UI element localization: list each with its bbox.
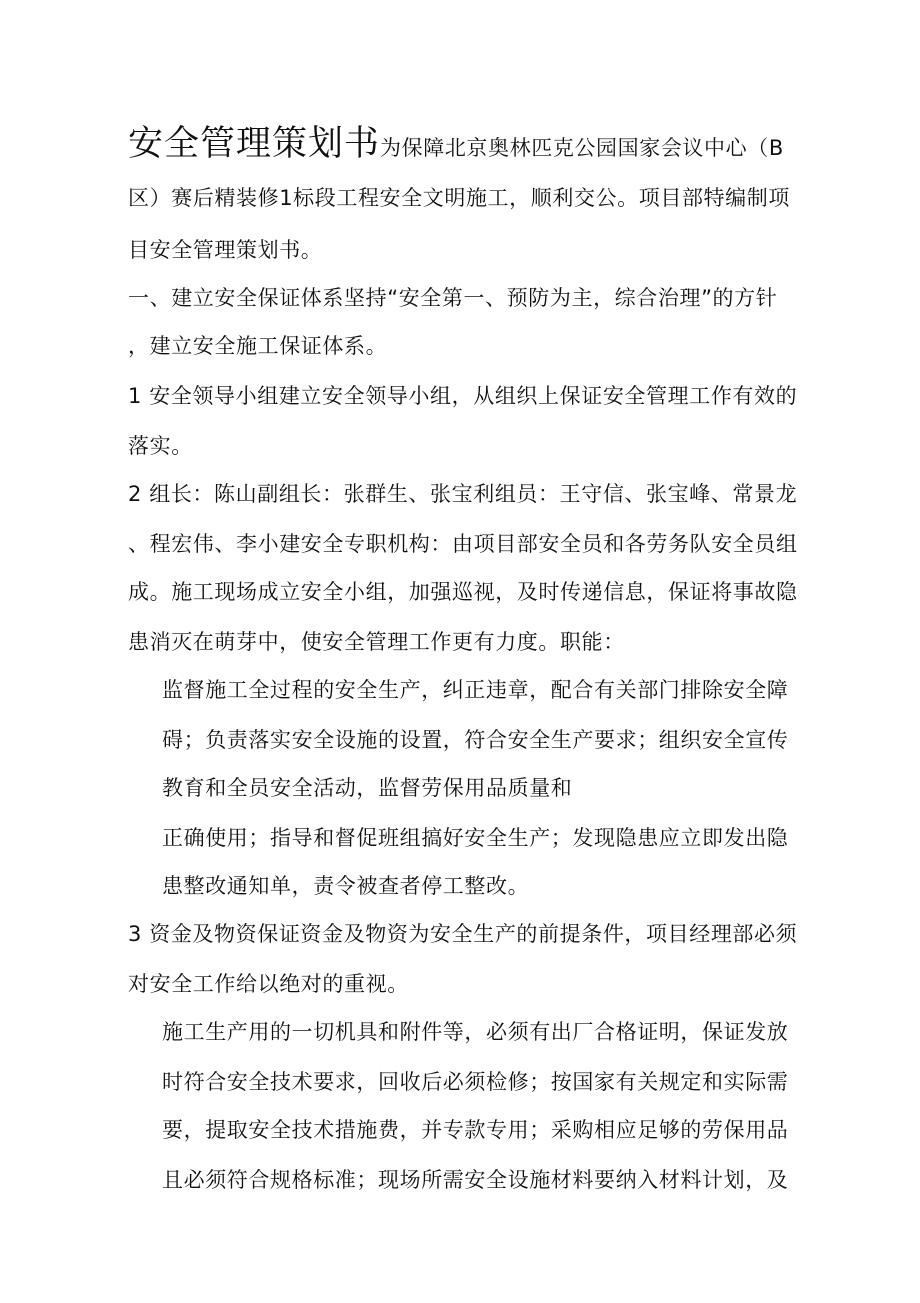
indented-line: 正确使用；指导和督促班组搞好安全生产；发现隐患应立即发出隐 [162,826,789,850]
document-title: 安全管理策划书 [128,124,381,164]
indented-line: 施工生产用的一切机具和附件等，必须有出厂合格证明，保证发放 [162,1020,789,1044]
subsection-heading: 2 组长：陈山副组长：张群生、张宝利组员：王守信、张宝峰、常景龙 [128,482,798,506]
paragraph-line: 、程宏伟、李小建安全专职机构：由项目部安全员和各劳务队安全员组 [128,532,798,556]
indented-line: 要，提取安全技术措施费，并专款专用；采购相应足够的劳保用品 [162,1118,789,1142]
paragraph-line: ，建立安全施工保证体系。 [128,334,388,358]
indented-line: 患整改通知单，责令被查者停工整改。 [162,874,530,898]
paragraph-line: 成。施工现场成立安全小组，加强巡视，及时传递信息，保证将事故隐 [128,580,798,604]
indented-line: 碍；负责落实安全设施的设置，符合安全生产要求；组织安全宣传 [162,728,789,752]
title-line [128,124,784,164]
subsection-heading: 3 资金及物资保证资金及物资为安全生产的前提条件，项目经理部必须 [128,922,798,946]
subsection-heading: 1 安全领导小组建立安全领导小组，从组织上保证安全管理工作有效的 [128,384,798,408]
paragraph-line: 对安全工作给以绝对的重视。 [128,972,409,996]
paragraph-line: 落实。 [128,434,193,458]
indented-line: 教育和全员安全活动，监督劳保用品质量和 [162,776,573,800]
paragraph-line: 区）赛后精装修1标段工程安全文明施工，顺利交公。项目部特编制项 [128,186,790,210]
paragraph-line: 患消灭在萌芽中，使安全管理工作更有力度。职能： [128,630,625,654]
paragraph-line: 目安全管理策划书。 [128,238,323,262]
indented-line: 监督施工全过程的安全生产，纠正违章，配合有关部门排除安全障 [162,678,789,702]
indented-line: 且必须符合规格标准；现场所需安全设施材料要纳入材料计划，及 [162,1168,789,1192]
intro-text: 为保障北京奥林匹克公园国家会议中心（B [380,136,784,160]
indented-line: 时符合安全技术要求，回收后必须检修；按国家有关规定和实际需 [162,1070,789,1094]
section-heading: 一、建立安全保证体系坚持“安全第一、预防为主，综合治理”的方针 [128,286,778,310]
